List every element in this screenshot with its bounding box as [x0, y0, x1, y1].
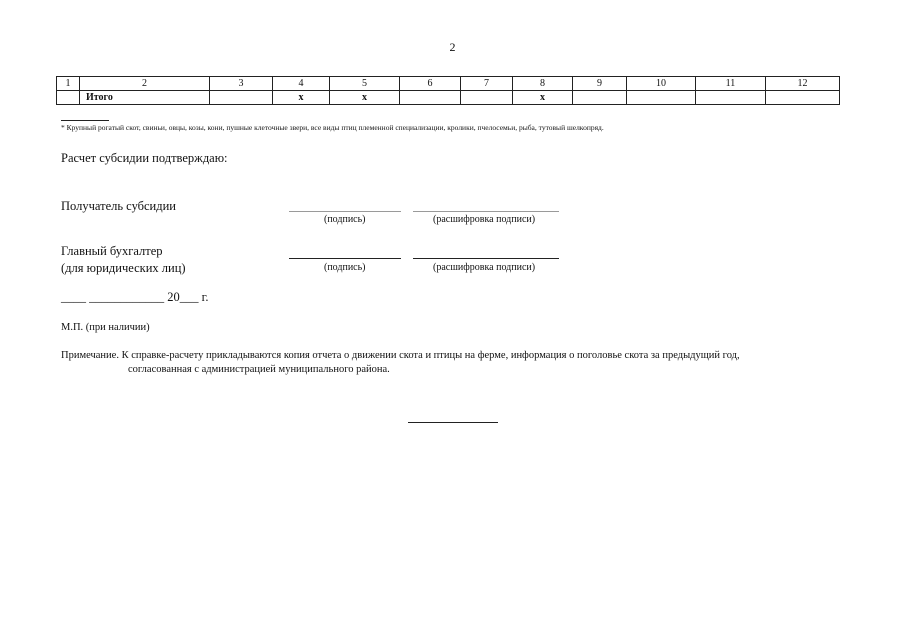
page-number: 2 [449, 40, 456, 54]
recipient-decode-caption: (расшифровка подписи) [433, 214, 536, 225]
column-number: 2 [80, 77, 210, 91]
column-number: 4 [273, 77, 330, 91]
column-number: 3 [210, 77, 273, 91]
accountant-label: Главный бухгалтер [61, 244, 163, 258]
table-cell [696, 91, 766, 105]
table-cell [766, 91, 840, 105]
total-label: Итого [80, 91, 210, 105]
recipient-signature-line [289, 211, 401, 212]
table-cell: x [330, 91, 400, 105]
accountant-sublabel: (для юридических лиц) [61, 261, 186, 275]
column-number: 7 [461, 77, 513, 91]
confirm-text: Расчет субсидии подтверждаю: [61, 151, 228, 165]
table-cell [57, 91, 80, 105]
column-number: 8 [513, 77, 573, 91]
accountant-decode-line [413, 258, 559, 259]
table-cell: x [273, 91, 330, 105]
table-cell [461, 91, 513, 105]
table-cell: x [513, 91, 573, 105]
accountant-signature-caption: (подпись) [324, 262, 366, 273]
footnote: * Крупный рогатый скот, свиньи, овцы, козы, кони, пушные клеточные звери, все виды птиц племенной специализации, кролики, пчелосемьи, рыба, тутовый шелкопряд. [61, 123, 604, 132]
note-line-1: Примечание. К справке-расчету прикладываются копия отчета о движении скота и птицы на ферме, информация о поголовье скота за предыдущий год, [61, 350, 740, 361]
date-line: ____ ____________ 20___ г. [61, 290, 209, 304]
table-cell [573, 91, 627, 105]
accountant-signature-line [289, 258, 401, 259]
stamp-label: М.П. (при наличии) [61, 322, 150, 333]
table-cell [210, 91, 273, 105]
subsidy-table [56, 76, 840, 105]
column-number: 11 [696, 77, 766, 91]
column-number: 1 [57, 77, 80, 91]
note-line-2: согласованная с администрацией муниципального района. [128, 364, 390, 375]
footnote-divider [61, 120, 109, 121]
recipient-label: Получатель субсидии [61, 199, 176, 213]
column-number: 9 [573, 77, 627, 91]
total-row [57, 91, 840, 105]
table-cell [627, 91, 696, 105]
recipient-decode-line [413, 211, 559, 212]
accountant-decode-caption: (расшифровка подписи) [433, 262, 536, 273]
column-number: 6 [400, 77, 461, 91]
closing-divider [408, 422, 498, 423]
column-number: 12 [766, 77, 840, 91]
column-number: 10 [627, 77, 696, 91]
table-cell [400, 91, 461, 105]
column-number: 5 [330, 77, 400, 91]
header-row [57, 77, 840, 91]
recipient-signature-caption: (подпись) [324, 214, 366, 225]
